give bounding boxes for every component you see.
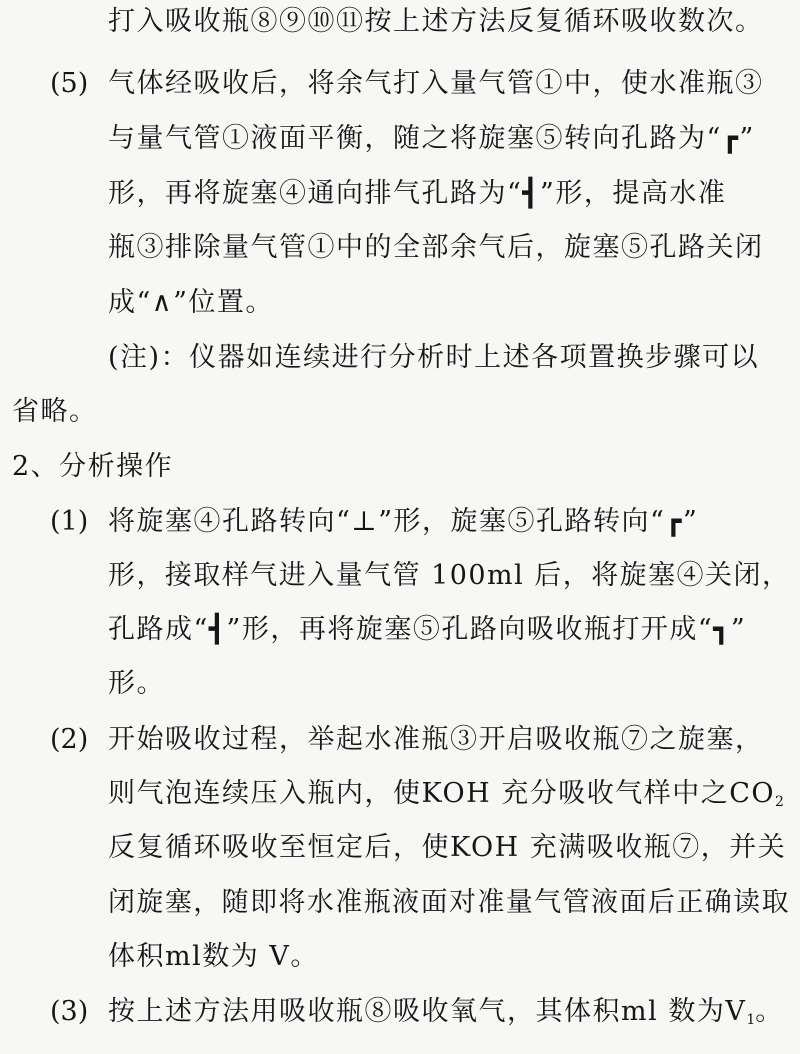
text-line: 与量气管①液面平衡，随之将旋塞⑤转向孔路为“┏” bbox=[108, 123, 755, 154]
section-heading: 2、分析操作 bbox=[12, 451, 174, 482]
subscript: 2 bbox=[775, 794, 784, 810]
text-line: 将旋塞④孔路转向“⊥”形，旋塞⑤孔路转向“┏” bbox=[108, 506, 699, 537]
text-line: 开始吸收过程，举起水准瓶③开启吸收瓶⑦之旋塞， bbox=[108, 724, 764, 755]
subscript: 1 bbox=[746, 1012, 756, 1028]
text-line: 打入吸收瓶⑧⑨⑩⑪按上述方法反复循环吸收数次。 bbox=[108, 6, 764, 37]
text-line bbox=[108, 778, 784, 818]
text-line: 形，再将旋塞④通向排气孔路为“┫”形，提高水准 bbox=[108, 178, 727, 209]
text-line: 反复循环吸收至恒定后，使KOH 充满吸收瓶⑦，并关 bbox=[108, 832, 787, 863]
item-number: (5) bbox=[50, 68, 89, 99]
text-span: 按上述方法用吸收瓶⑧吸收氧气，其体积ml 数为V bbox=[108, 996, 747, 1027]
text-line: 体积ml数为 V。 bbox=[108, 941, 319, 972]
text-line: 成“∧”位置。 bbox=[108, 287, 274, 318]
text-line: 省略。 bbox=[12, 396, 98, 427]
text-span: 则气泡连续压入瓶内，使KOH 充分吸收气样中之CO bbox=[108, 778, 776, 809]
text-line bbox=[108, 996, 784, 1036]
text-line: 孔路成“┫”形，再将旋塞⑤孔路向吸收瓶打开成“┓” bbox=[108, 614, 747, 645]
item-number: (3) bbox=[50, 996, 89, 1027]
text-line: 形。 bbox=[108, 668, 165, 699]
item-number: (1) bbox=[50, 506, 89, 537]
text-line: 闭旋塞，随即将水准瓶液面对准量气管液面后正确读取 bbox=[108, 887, 790, 918]
text-span: 。 bbox=[755, 996, 784, 1027]
text-line: 形，接取样气进入量气管 100ml 后，将旋塞④关闭， bbox=[108, 560, 791, 591]
item-number: (2) bbox=[50, 724, 89, 755]
text-line: 瓶③排除量气管①中的全部余气后，旋塞⑤孔路关闭 bbox=[108, 232, 764, 263]
note-line: (注)：仪器如连续进行分析时上述各项置换步骤可以 bbox=[108, 342, 760, 373]
text-line: 气体经吸收后，将余气打入量气管①中，使水准瓶③ bbox=[108, 68, 764, 99]
